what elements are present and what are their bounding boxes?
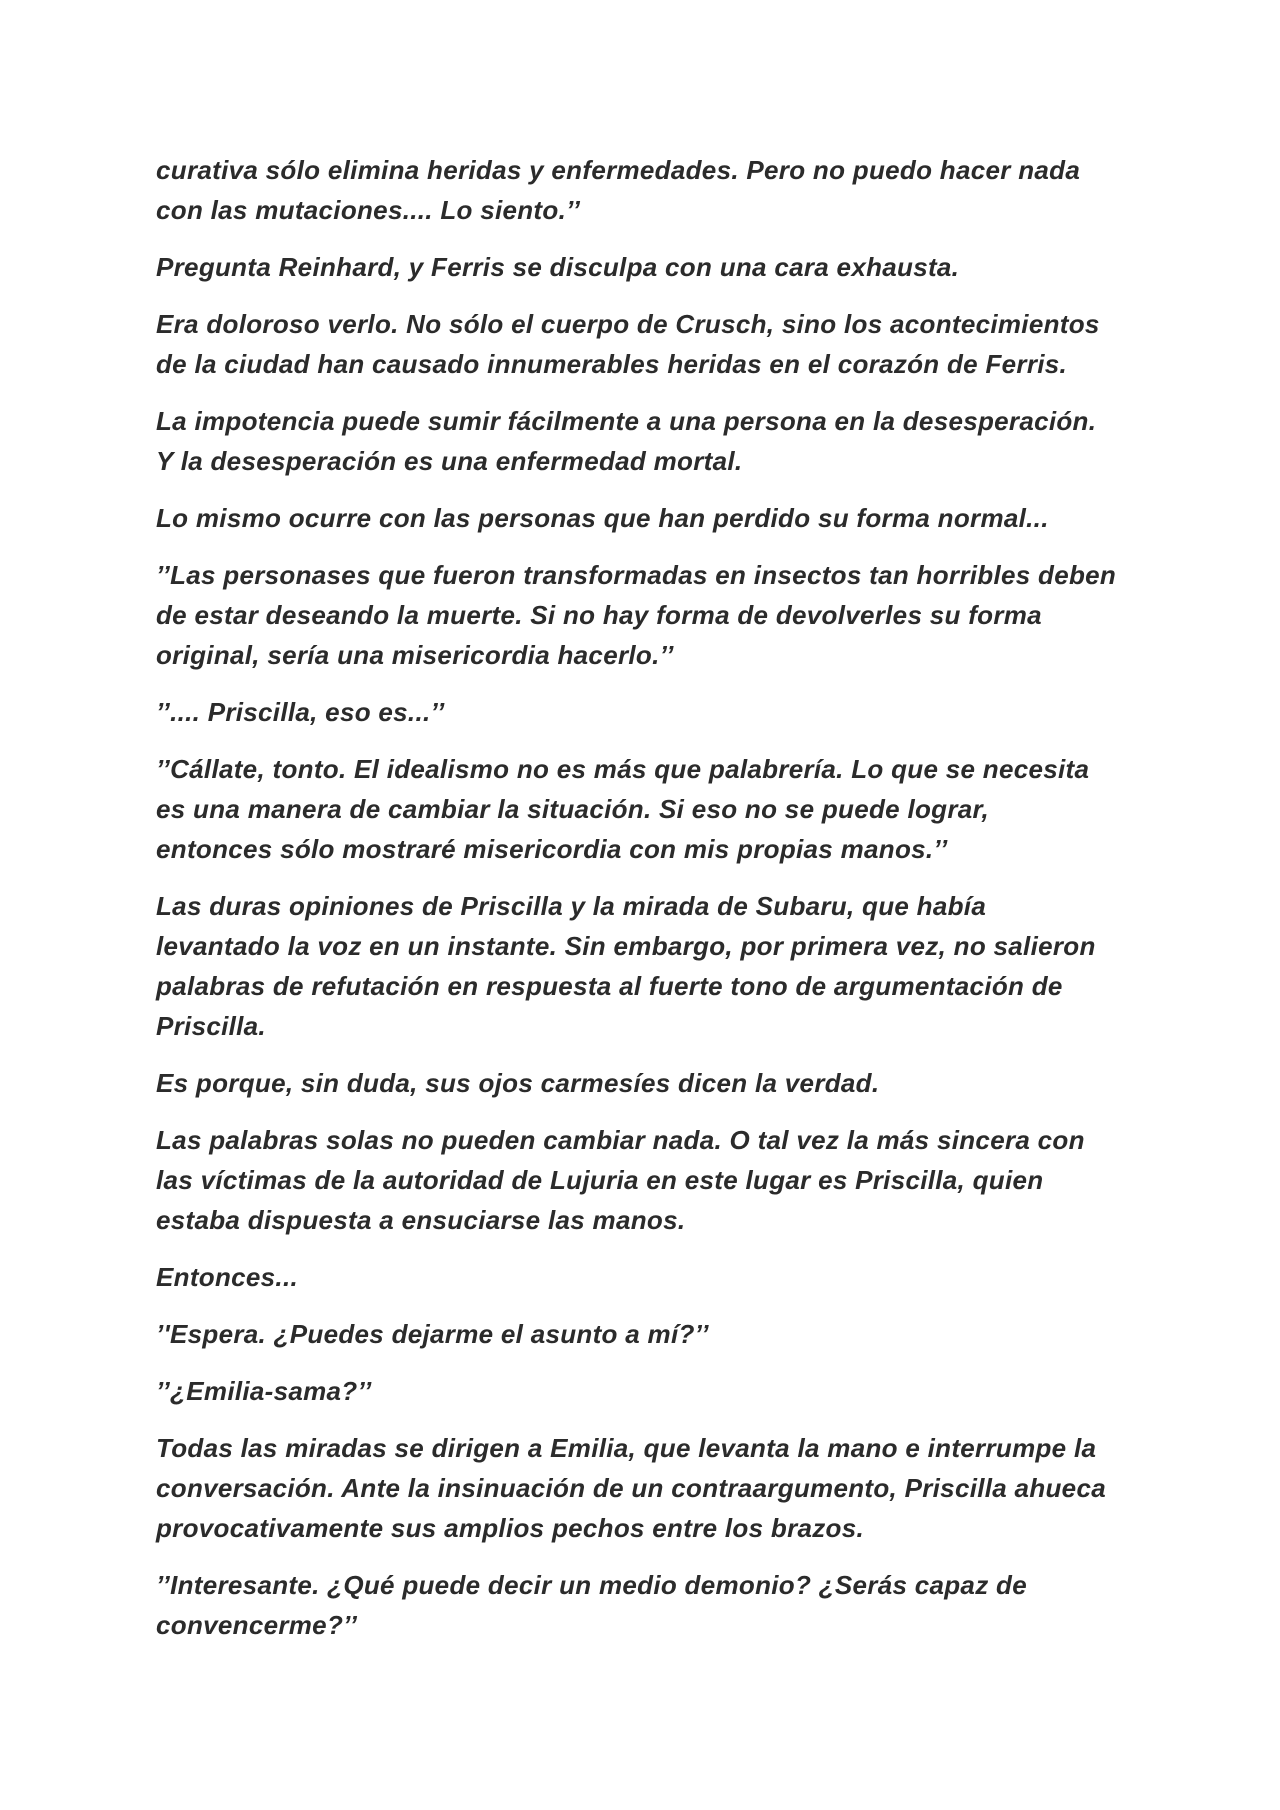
paragraph: ’’¿Emilia-sama?’’ <box>156 1376 372 1406</box>
paragraph: Es porque, sin duda, sus ojos carmesíes dicen la verdad. <box>156 1068 880 1098</box>
paragraph: Pregunta Reinhard, y Ferris se disculpa con una cara exhausta. <box>156 252 960 282</box>
body-text <box>156 150 1146 1662</box>
paragraph: Lo mismo ocurre con las personas que han perdido su forma normal... <box>156 503 1049 533</box>
paragraph: Entonces... <box>156 1262 298 1292</box>
paragraph: Las duras opiniones de Priscilla y la mirada de Subaru, que había levantado la voz en un instante. Sin embargo, por primera vez, no salieron palabras de refutación en respuesta al fuerte tono de argumentación de Priscilla. <box>156 891 1096 1041</box>
paragraph: curativa sólo elimina heridas y enfermedades. Pero no puedo hacer nada con las mutaciones.... Lo siento.’’ <box>156 155 1081 225</box>
paragraph: ’’Las personases que fueron transformadas en insectos tan horribles deben de estar deseando la muerte. Si no hay forma de devolverles su forma original, sería una misericordia hacerlo.’’ <box>156 560 1117 670</box>
paragraph: ’’Interesante. ¿Qué puede decir un medio demonio? ¿Serás capaz de convencerme?’’ <box>156 1570 1027 1640</box>
paragraph: ’'Espera. ¿Puedes dejarme el asunto a mí?’’ <box>156 1319 709 1349</box>
paragraph: ’’Cállate, tonto. El idealismo no es más que palabrería. Lo que se necesita es una manera de cambiar la situación. Si eso no se puede lograr, entonces sólo mostraré misericordia con mis propias manos.’’ <box>156 754 1090 864</box>
paragraph: Era doloroso verlo. No sólo el cuerpo de Crusch, sino los acontecimientos de la ciudad han causado innumerables heridas en el corazón de Ferris. <box>156 309 1100 379</box>
paragraph: Las palabras solas no pueden cambiar nada. O tal vez la más sincera con las víctimas de la autoridad de Lujuria en este lugar es Priscilla, quien estaba dispuesta a ensuciarse las manos. <box>156 1125 1085 1235</box>
paragraph: Todas las miradas se dirigen a Emilia, que levanta la mano e interrumpe la conversación. Ante la insinuación de un contraargumento, Priscilla ahueca provocativamente sus amplios pechos entre los brazos. <box>156 1433 1106 1543</box>
paragraph: ’’.... Priscilla, eso es...’’ <box>156 697 445 727</box>
paragraph: La impotencia puede sumir fácilmente a una persona en la desesperación. Y la desesperación es una enfermedad mortal. <box>156 406 1097 476</box>
